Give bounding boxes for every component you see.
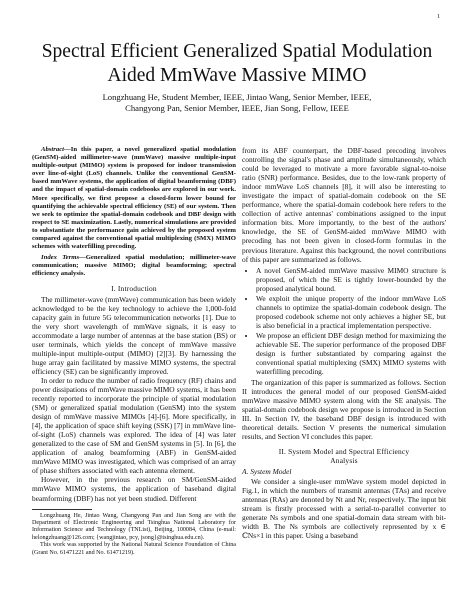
abstract-body: In this paper, a novel generalized spatial modulation (GenSM)-aided millimeter-wave (mmWave) massive multiple-input multiple-output (MIMO) system is proposed for indoor transmission over line-of-sight (LoS) channels. Unlike the conventional GenSM-based mmWave systems, the application of digital beamforming (DBF) and the impact of spatial-domain codebooks are explored in our work. More specifically, we first propose a closed-form lower bound for quantifying the achievable spectral efficiency (SE) of our system. Then we seek to optimize the spatial-domain codebook and DBF design with respect to SE maximization. Lastly, numerical simulations are provided to substantiate the performance gain achieved by the proposed system compared against the conventional spatial multiplexing (SMX) MIMO schemes with waterfilling precoding.	[32, 146, 236, 251]
intro-paragraph-3: However, in the previous research on SM/GenSM-aided mmWave MIMO systems, the application of baseband digital beamforming (DBF) has not yet been studied. Different	[32, 475, 236, 503]
authors-line-2: Changyong Pan, Senior Member, IEEE, Jian Song, Fellow, IEEE	[125, 103, 349, 113]
footnote-rule	[32, 509, 92, 510]
section-heading-system-model	[242, 447, 446, 465]
contribution-item: • A novel GenSM-aided mmWave massive MIMO structure is proposed, of which the SE is tightly lower-bounded by the proposed analytical bound.	[256, 266, 446, 293]
intro-paragraph-1: The millimeter-wave (mmWave) communication has been widely acknowledged to be the key technology to achieve the 1,000-fold capacity gain in future 5G telecommunication networks [1]. Due to the very short wavelength of mmWave signals, it is easy to accommodate a large number of antennas at the base station (BS) or user terminals, which yields the concept of mmWave massive multiple-input multiple-output (MIMO) [2][3]. By harnessing the huge array gain facilitated by massive MIMO systems, the spectral efficiency (SE) can be significantly improved.	[32, 294, 236, 376]
intro-continued-paragraph: from its ABF counterpart, the DBF-based precoding involves controlling the signal's phase and amplitude simultaneously, which could be leveraged to motivate a more favorable signal-to-noise ratio (SNR) performance. Besides, due to the low-rank property of indoor mmWave LoS channels [8], it will also be interesting to investigate the impact of spatial-domain codebook on the SE performance, where the spatial-domain codebook here refers to the collection of active antennas' combinations assigned to the input information bits. More importantly, to the best of the authors' knowledge, the SE of GenSM-aided mmWave MIMO with precoding has not been given in closed-form formulas in the previous literature. Against this background, the novel contributions of this paper are summarized as follows.	[242, 146, 446, 264]
authors-line-1: Longzhuang He, Student Member, IEEE, Jintao Wang, Senior Member, IEEE,	[102, 92, 372, 102]
abstract	[32, 146, 236, 251]
right-column	[242, 146, 446, 540]
subsection-heading-system-model: A. System Model	[242, 466, 292, 476]
paper-title	[20, 40, 454, 88]
title-line-1: Spectral Efficient Generalized Spatial Modulation	[41, 41, 433, 62]
contribution-item: • We propose an efficient DBF design method for maximizing the achievable SE. The superior performance of the proposed DBF design is further substantiated by comparing against the conventional spatial multiplexing (SMX) MIMO systems with waterfilling precoding.	[256, 331, 446, 376]
section-heading-introduction: I. Introduction	[111, 283, 157, 293]
system-model-paragraph: We consider a single-user mmWave system model depicted in Fig.1, in which the numbers of transmit antennas (TAs) and receive antennas (RAs) are denoted by Nt and Nr, respectively. The input bit stream is firstly processed with a serial-to-parallel converter to generate Ns symbols and one spatial-domain data stream with bit-width B. The Ns symbols are collectively represented by x ∈ ℂNs×1 in this paper. Using a baseband	[242, 476, 446, 540]
title-line-2: Aided MmWave Massive MIMO	[107, 65, 367, 86]
index-terms-body: Generalized spatial modulation; millimeter-wave communication; massive MIMO; digital beamforming; spectral efficiency analysis.	[32, 254, 236, 278]
contribution-item: • We exploit the unique property of the indoor mmWave LoS channels to optimize the spatial-domain codebook design. The proposed codebook scheme not only achieves a higher SE, but is also beneficial in a practical implementation perspective.	[256, 294, 446, 330]
index-terms-lead: Index Terms—	[41, 254, 86, 262]
contributions-list	[242, 266, 446, 377]
footnote-funding: This work was supported by the National Natural Science Foundation of China (Grant No. 61471221 and No. 61471219).	[32, 542, 236, 556]
abstract-lead: Abstract—	[41, 146, 71, 153]
section-heading-line-2: Analysis	[330, 455, 358, 465]
index-terms	[32, 254, 236, 278]
footnote-affiliation: Longzhuang He, Jintao Wang, Changyong Pan and Jian Song are with the Department of Electronic Engineering and Tsinghua National Laboratory for Information Science and Technology (TNList), Beijing, 100084, China (e-mail: helongzhuang@126.com; {wangjintao, pcy, jsong}@tsinghua.edu.cn).	[32, 512, 236, 541]
left-column	[32, 146, 236, 557]
section-heading-line-1: II. System Model and Spectral Efficiency	[278, 446, 410, 456]
intro-paragraph-2: In order to reduce the number of radio frequency (RF) chains and power dissipations of mmWave massive MIMO systems, it has been recently reported to incorporate the principle of spatial modulation (SM) or generalized spatial modulation (GenSM) into the system design of mmWave massive MIMOs [4]-[6]. More specifically, in [4], the application of space shift keying (SSK) [7] in mmWave line-of-sight (LoS) channels was explored. The idea of [4] was later generalized to the case of SM and GenSM systems in [5]. In [6], the application of analog beamforming (ABF) in GenSM-aided mmWave MIMO was investigated, which was comprised of an array of phase shifters associated with each antenna element.	[32, 375, 236, 476]
organization-paragraph: The organization of this paper is summarized as follows. Section II introduces the general model of our proposed GenSM-aided mmWave massive MIMO system along with the SE analysis. The spatial-domain codebook design we propose is introduced in Section III. In Section IV, the baseband DBF design is introduced with theoretical details. Section V presents the numerical simulation results, and Section VI concludes this paper.	[242, 378, 446, 442]
author-list	[20, 92, 454, 114]
page-number: 1	[437, 14, 440, 20]
